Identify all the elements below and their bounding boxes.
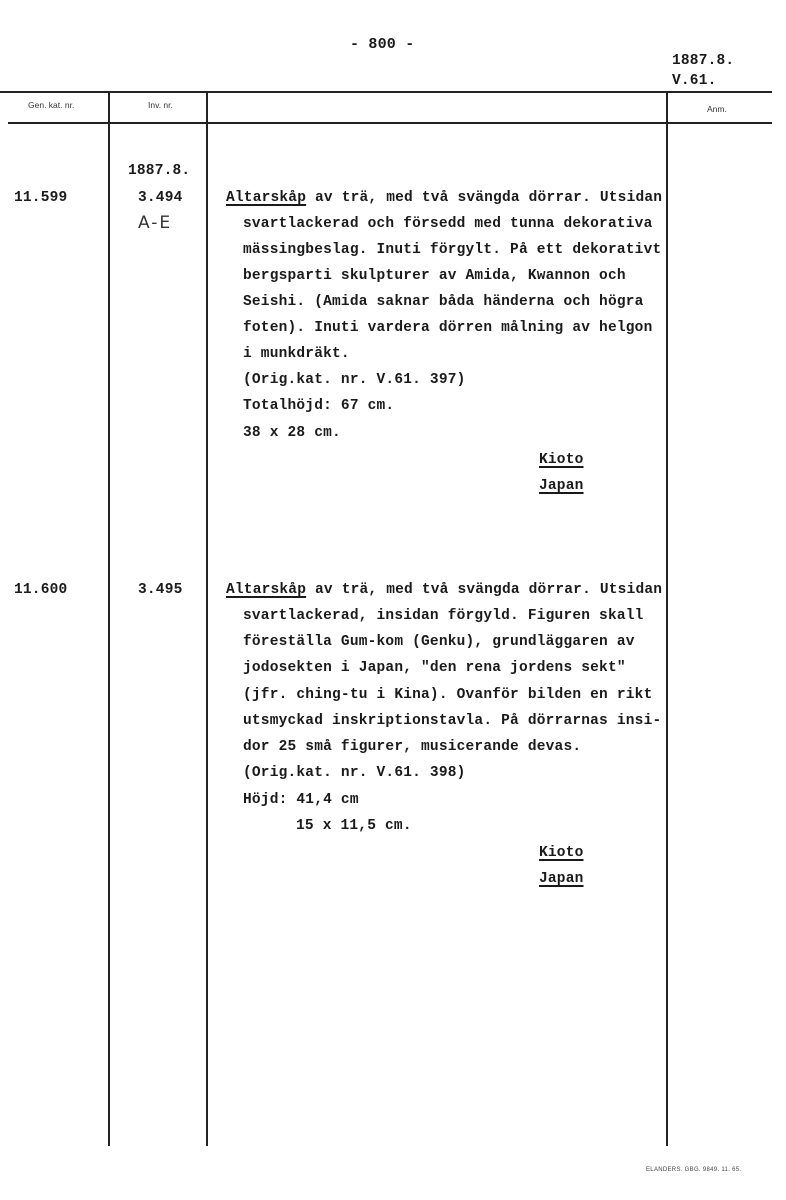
entry-1-city: Kioto xyxy=(539,452,584,468)
printer-imprint: ELANDERS. GBG. 9849. 11. 65. xyxy=(646,1167,742,1173)
entry-1-inv-nr: 3.494 xyxy=(138,190,183,206)
entry-1-line: mässingbeslag. Inuti förgylt. På ett dekorativt xyxy=(243,242,662,258)
column-divider-3 xyxy=(666,91,668,1146)
column-header-anm: Anm. xyxy=(707,104,727,114)
column-header-inv-nr: Inv. nr. xyxy=(148,100,173,110)
column-header-gen-kat-nr: Gen. kat. nr. xyxy=(28,100,75,110)
entry-1-inv-year: 1887.8. xyxy=(128,163,191,179)
header-year: 1887.8. xyxy=(672,53,735,69)
entry-2-line: svartlackerad, insidan förgyld. Figuren skall xyxy=(243,608,644,624)
entry-1-line: svartlackerad och försedd med tunna dekorativa xyxy=(243,216,653,232)
entry-2-dimensions: 15 x 11,5 cm. xyxy=(296,818,412,834)
entry-2-orig-kat: (Orig.kat. nr. V.61. 398) xyxy=(243,765,466,781)
entry-1-first-line xyxy=(226,190,662,206)
entry-1-title: Altarskåp xyxy=(226,190,307,206)
column-divider-2 xyxy=(206,91,208,1146)
entry-2-line: (jfr. ching-tu i Kina). Ovanför bilden en rikt xyxy=(243,687,653,703)
entry-2-line: dor 25 små figurer, musicerande devas. xyxy=(243,739,582,755)
entry-2-first-line-rest: av trä, med två svängda dörrar. Utsidan xyxy=(306,582,663,598)
entry-1-dimensions: 38 x 28 cm. xyxy=(243,425,341,441)
entry-2-line: utsmyckad inskriptionstavla. På dörrarnas insi- xyxy=(243,713,662,729)
entry-2-height: Höjd: 41,4 cm xyxy=(243,792,359,808)
entry-1-height: Totalhöjd: 67 cm. xyxy=(243,398,395,414)
entry-2-city: Kioto xyxy=(539,845,584,861)
entry-1-line: Seishi. (Amida saknar båda händerna och högra xyxy=(243,294,644,310)
header-series: V.61. xyxy=(672,73,717,89)
page-number: - 800 - xyxy=(350,36,415,53)
entry-2-inv-nr: 3.495 xyxy=(138,582,183,598)
entry-2-line: föreställa Gum-kom (Genku), grundläggaren av xyxy=(243,634,635,650)
column-divider-1 xyxy=(108,91,110,1146)
entry-1-handwritten-mark: A-E xyxy=(138,213,173,233)
entry-1-line: i munkdräkt. xyxy=(243,346,350,362)
entry-2-country: Japan xyxy=(539,871,584,887)
entry-1-country: Japan xyxy=(539,478,584,494)
entry-2-title: Altarskåp xyxy=(226,582,307,598)
entry-1-line: foten). Inuti vardera dörren målning av helgon xyxy=(243,320,653,336)
entry-1-orig-kat: (Orig.kat. nr. V.61. 397) xyxy=(243,372,466,388)
header-top-rule xyxy=(0,91,772,93)
entry-2-gen-kat-nr: 11.600 xyxy=(14,582,68,598)
entry-1-gen-kat-nr: 11.599 xyxy=(14,190,68,206)
entry-1-first-line-rest: av trä, med två svängda dörrar. Utsidan xyxy=(306,190,663,206)
header-bottom-rule xyxy=(8,122,772,124)
entry-1-line: bergsparti skulpturer av Amida, Kwannon och xyxy=(243,268,626,284)
entry-2-line: jodosekten i Japan, "den rena jordens sekt" xyxy=(243,660,626,676)
entry-2-first-line xyxy=(226,582,662,598)
